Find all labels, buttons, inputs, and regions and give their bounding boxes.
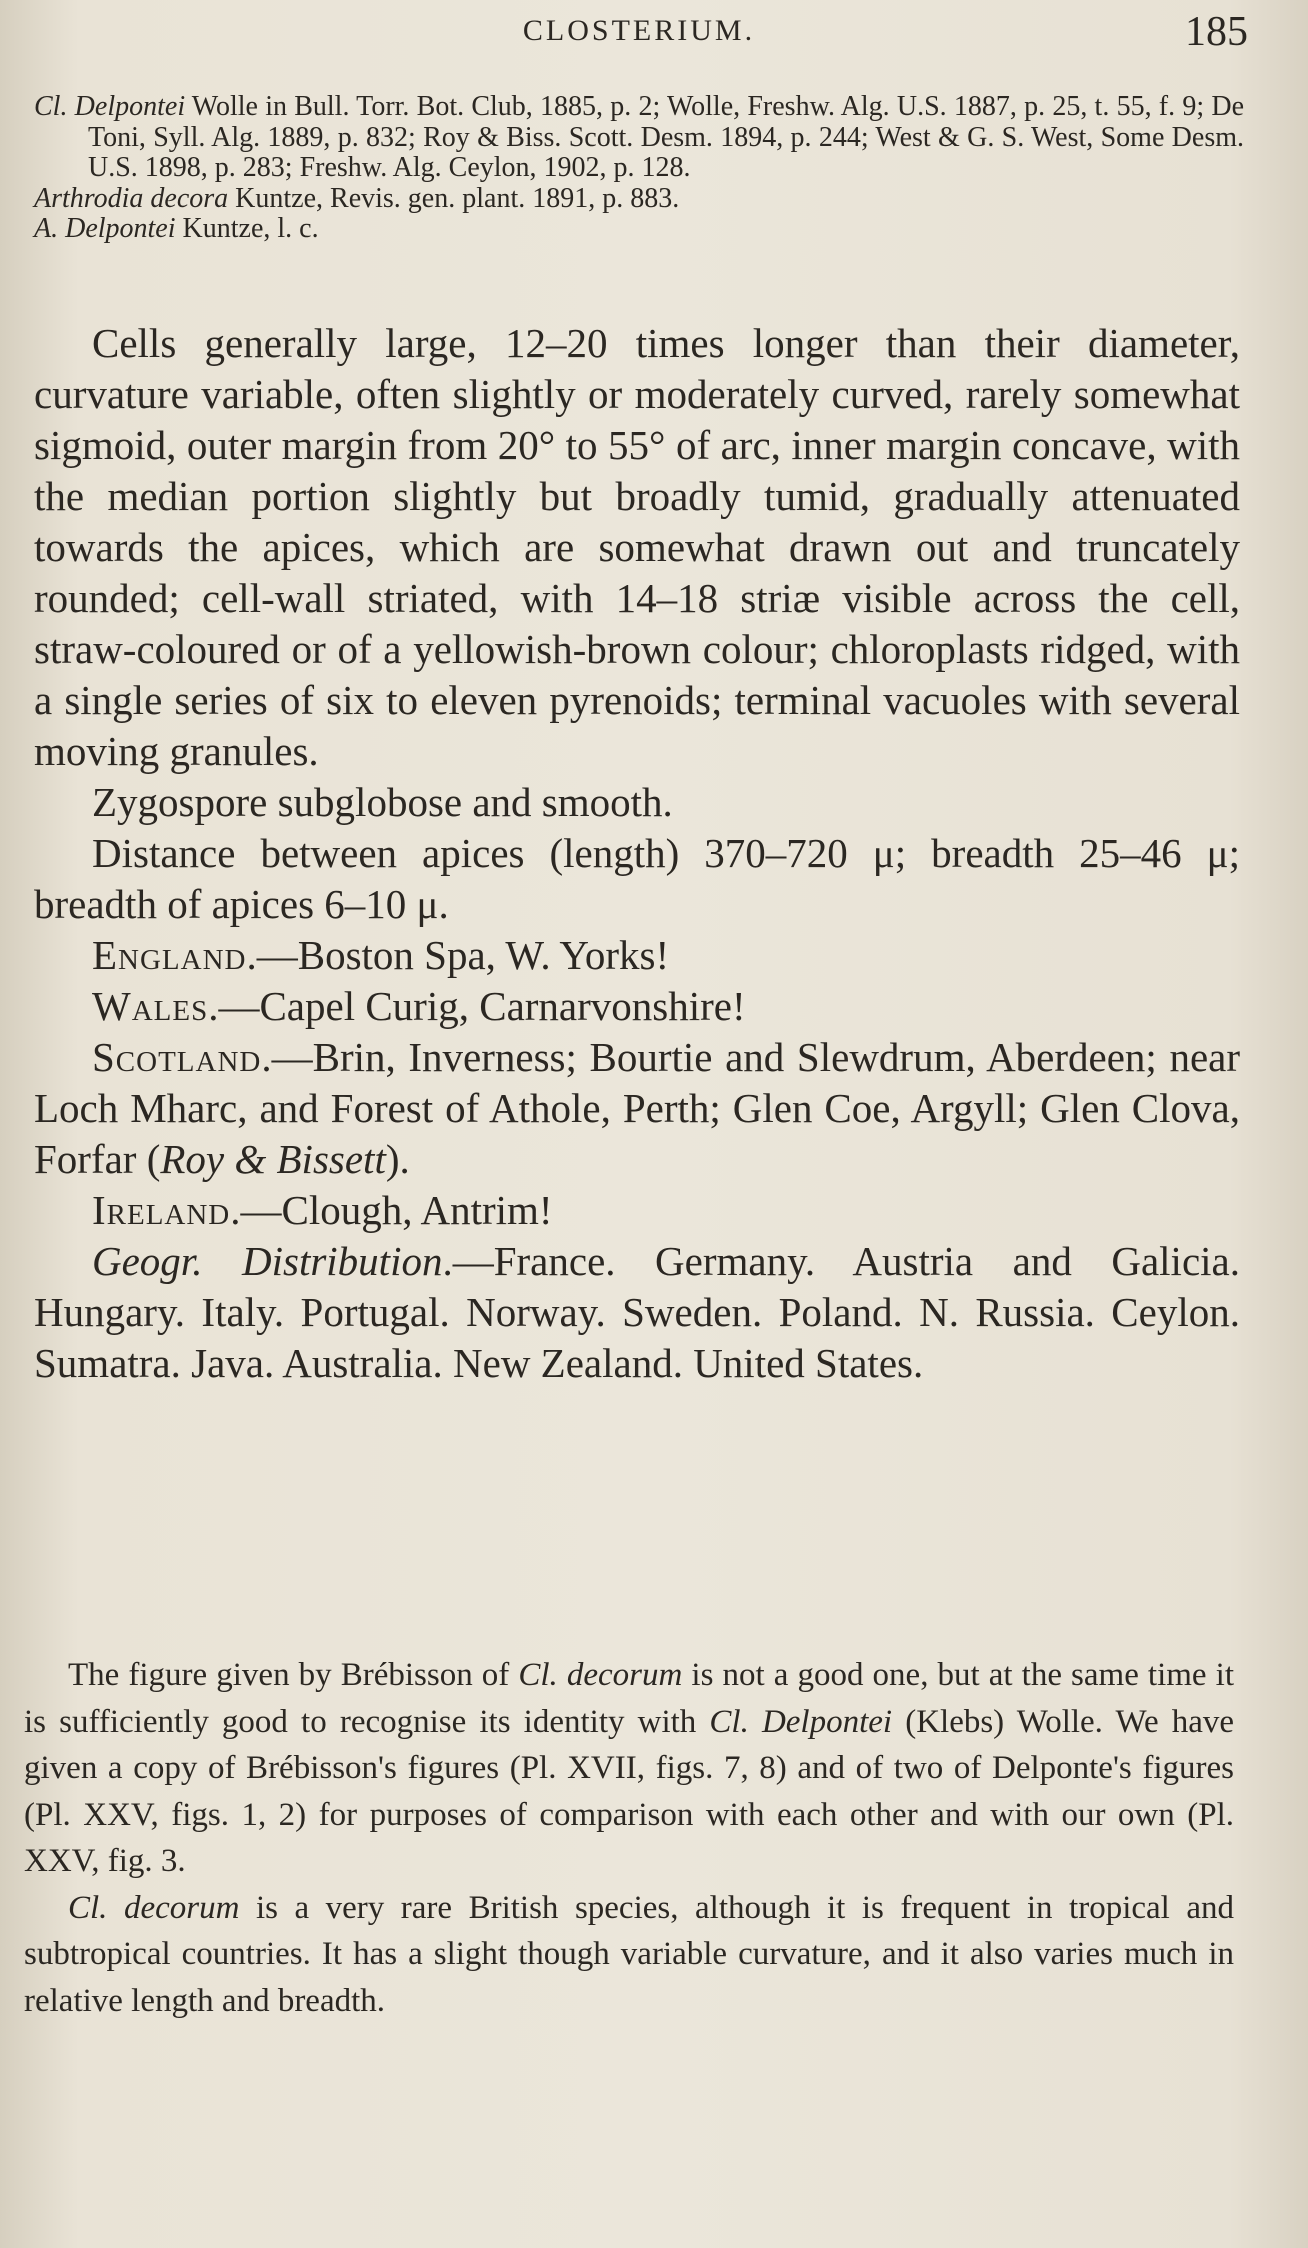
running-title: CLOSTERIUM. xyxy=(522,14,756,47)
reference-text: Kuntze, Revis. gen. plant. 1891, p. 883. xyxy=(228,182,680,214)
page-number: 185 xyxy=(1185,9,1248,55)
region-label: Wales xyxy=(92,983,209,1029)
taxon-name: Cl. decorum xyxy=(518,1657,683,1693)
distribution-text: .—France. Germany. Austria and Galicia. Hungary. Italy. Portugal. Norway. Sweden. Poland. N. Russia. Ceylon. Sumatra. Java. Australia. New Zealand. United States. xyxy=(34,1238,1240,1386)
geographic-distribution xyxy=(34,1236,1240,1389)
dimensions: Distance between apices (length) 370–720 μ; breadth 25–46 μ; breadth of apices 6–10 μ. xyxy=(34,830,1240,927)
taxon-name: A. Delpontei xyxy=(34,213,176,244)
zygospore-description: Zygospore subglobose and smooth. xyxy=(92,779,673,825)
species-description xyxy=(34,318,1240,1389)
taxon-name: Cl. decorum xyxy=(68,1889,240,1926)
remark-text: (Klebs) Wolle. We have given a copy of Brébisson's figures (Pl. XVII, figs. 7, 8) and of two of Delponte's figures (Pl. XXV, figs. 1, 2) for purposes of comparison with each other and with our own (Pl. XXV, fig. 3. xyxy=(24,1703,1235,1879)
taxon-name: Cl. Delpontei xyxy=(709,1703,893,1740)
locality-scotland xyxy=(34,1032,1240,1185)
reference-text: Wolle in Bull. Torr. Bot. Club, 1885, p. 2; Wolle, Freshw. Alg. U.S. 1887, p. 25, t. 55, f. 9; De Toni, Syll. Alg. 1889, p. 832; Roy & Biss. Scott. Desm. 1894, p. 244; West & G. S. West, Some Desm. U.S. 1898, p. 283; Freshw. Alg. Ceylon, 1902, p. 128. xyxy=(88,91,1244,183)
page-header xyxy=(30,8,1248,58)
region-label: Scotland xyxy=(92,1034,262,1080)
remark-text: is a very rare British species, although it is frequent in tropical and subtropical countries. It has a slight though variable curvature, and it also varies much in relative length and breadth. xyxy=(24,1889,1234,2019)
cell-description: Cells generally large, 12–20 times longer than their diameter, curvature variable, often slightly or moderately curved, rarely somewhat sigmoid, outer margin from 20° to 55° of arc, inner margin concave, with the median portion slightly but broadly tumid, gradually attenuated towards the apices, which are somewhat drawn out and truncately rounded; cell-wall striated, with 14–18 striæ visible across the cell, straw-coloured or of a yellowish-brown colour; chloroplasts ridged, with a single series of six to eleven pyrenoids; terminal vacuoles with several moving granules. xyxy=(34,320,1240,774)
locality-ireland xyxy=(34,1185,1240,1236)
region-label: England xyxy=(92,932,247,978)
remarks xyxy=(24,1652,1234,2024)
distribution-label: Geogr. Distribution xyxy=(92,1238,443,1284)
locality-text: .—Clough, Antrim! xyxy=(230,1187,553,1233)
locality-text: .—Capel Curig, Carnarvonshire! xyxy=(208,983,746,1029)
locality-england xyxy=(34,930,1240,981)
reference-entry xyxy=(34,184,1244,215)
locality-wales xyxy=(34,981,1240,1032)
remark-text: The figure given by Brébisson of xyxy=(68,1657,519,1693)
remark-text: is not a good one, but at the same time it is sufficiently good to recognise its identity with xyxy=(24,1657,1234,1740)
region-label: Ireland xyxy=(92,1187,231,1233)
locality-text: .—Brin, Inverness; Bourtie and Slewdrum, Aberdeen; near Loch Mharc, and Forest of Athole, Perth; Glen Coe, Argyll; Glen Clova, Forfar ( xyxy=(34,1034,1240,1182)
locality-text: .—Boston Spa, W. Yorks! xyxy=(246,932,670,978)
reference-entry xyxy=(34,92,1244,184)
collector-authority: Roy & Bissett xyxy=(160,1136,386,1182)
remark-paragraph xyxy=(24,1885,1234,2025)
taxon-name: Cl. Delpontei xyxy=(34,91,186,122)
synonymy-references xyxy=(34,92,1244,245)
remark-paragraph xyxy=(24,1652,1234,1885)
reference-text: Kuntze, l. c. xyxy=(175,213,319,244)
taxon-name: Arthrodia decora xyxy=(34,182,229,214)
locality-text-end: ). xyxy=(385,1136,410,1182)
reference-entry xyxy=(34,214,1244,245)
